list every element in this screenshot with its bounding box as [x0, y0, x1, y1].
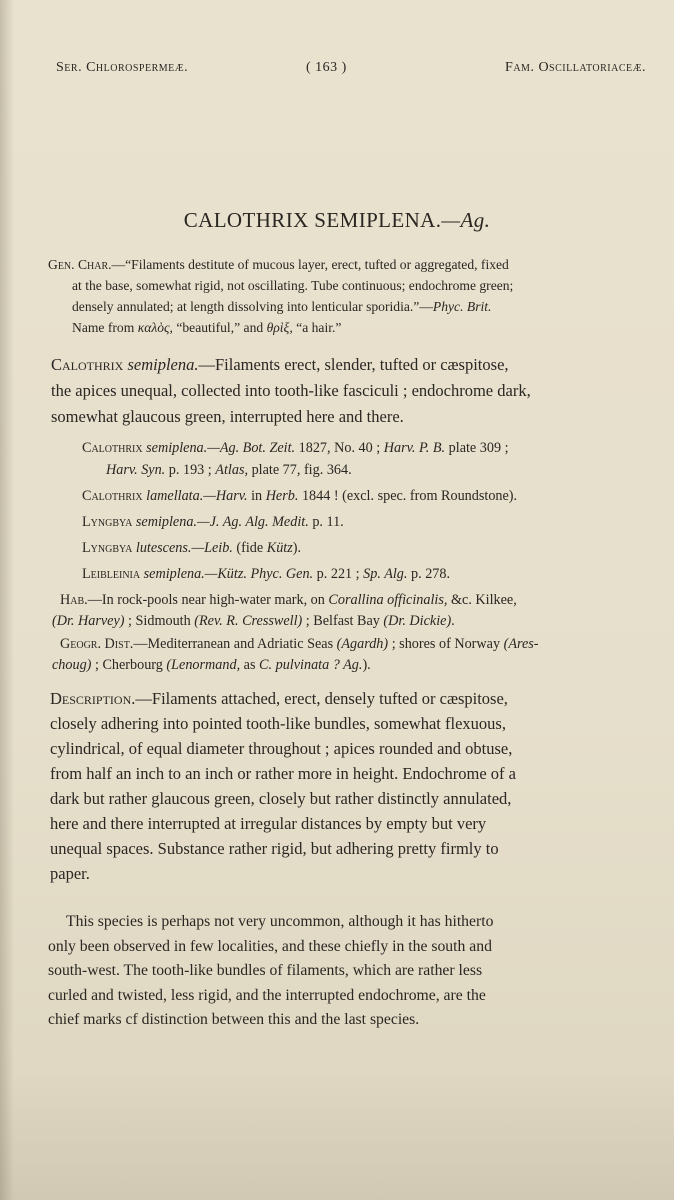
gen-char-name-from: Name from — [72, 320, 138, 335]
synonym-species: semiplena. — [135, 514, 197, 530]
synonym-ref: p. 193 ; — [165, 462, 216, 478]
synonym-genus: Calothrix — [82, 488, 143, 504]
generic-character — [48, 254, 638, 338]
geogr-label: Geogr. Dist. — [60, 636, 134, 652]
synonym-entry — [82, 540, 301, 557]
synonym-ref: —Harv. — [203, 488, 248, 504]
synonym-species: lamellata. — [146, 488, 204, 504]
gen-char-label: Gen. Char. — [48, 257, 112, 272]
synonym-ref: —Leib. — [191, 540, 233, 556]
geogr-text: ). — [362, 657, 371, 673]
page-number: ( 163 ) — [306, 60, 347, 75]
remarks-line: only been observed in few localities, and these chiefly in the south and — [48, 937, 492, 955]
geographic-distribution — [52, 634, 642, 676]
geogr-authority: (Lenormand, — [166, 657, 241, 673]
synonym-species: semiplena. — [143, 566, 205, 582]
running-head-family: Fam. Oscillatoriaceæ. — [505, 60, 646, 75]
gen-char-line-2: at the base, somewhat rigid, not oscillating. Tube continuous; endochrome green; — [72, 278, 514, 293]
remarks-line: chief marks cf distinction between this and the last species. — [48, 1011, 420, 1028]
gen-char-source: Phyc. Brit. — [432, 299, 492, 314]
lead-line-1: —Filaments erect, slender, tufted or cæspitose, — [198, 355, 509, 374]
page-shading — [0, 1070, 674, 1200]
remarks-line: south-west. The tooth-like bundles of filaments, which are rather less — [48, 962, 483, 979]
geogr-text: ; Cherbourg — [91, 657, 167, 673]
hab-text: —In rock-pools near high-water mark, on — [87, 592, 329, 608]
hab-collector: (Dr. Harvey) — [52, 613, 125, 629]
synonym-entry — [82, 514, 344, 531]
binding-shadow — [0, 0, 14, 1200]
synonym-ref: 1827, No. 40 ; — [295, 440, 384, 456]
description-line: closely adhering into pointed tooth-like bundles, somewhat flexuous, — [50, 714, 506, 733]
description-line: cylindrical, of equal diameter throughout ; apices rounded and obtuse, — [50, 739, 513, 758]
synonym-ref: plate 77, fig. 364. — [248, 462, 352, 478]
title-species: CALOTHRIX SEMIPLENA. — [183, 208, 442, 232]
hab-collector: (Dr. Dickie) — [383, 613, 452, 629]
hab-text: &c. Kilkee, — [447, 592, 517, 608]
lead-line-3: somewhat glaucous green, interrupted here and there. — [51, 407, 404, 426]
synonym-ref: Sp. Alg. — [363, 566, 408, 582]
geogr-text: as — [240, 657, 260, 673]
description — [50, 686, 644, 886]
hab-collector: (Rev. R. Cresswell) — [194, 613, 303, 629]
hab-text: ; Sidmouth — [124, 613, 195, 629]
synonym-genus: Calothrix — [82, 440, 143, 456]
hab-text: ; Belfast Bay — [302, 613, 384, 629]
title-authority: —Ag. — [441, 208, 491, 232]
page-title — [0, 208, 674, 233]
synonym-ref: ). — [292, 540, 302, 556]
description-line: unequal spaces. Substance rather rigid, but adhering pretty firmly to — [50, 839, 499, 858]
synonym-genus: Lyngbya — [82, 514, 133, 530]
synonym-ref: (fide — [232, 540, 267, 556]
hab-text: . — [451, 613, 455, 629]
description-line: —Filaments attached, erect, densely tufted or cæspitose, — [135, 689, 508, 708]
synonym-ref: Kütz — [266, 540, 293, 556]
hab-host: Corallina officinalis, — [328, 592, 448, 608]
synonym-genus: Lyngbya — [82, 540, 133, 556]
synonym-ref: —J. Ag. Alg. Medit. — [196, 514, 309, 530]
synonym-species: lutescens. — [135, 540, 192, 556]
description-line: paper. — [50, 864, 90, 883]
remarks-paragraph — [48, 910, 642, 1033]
hab-label: Hab. — [60, 592, 88, 608]
synonym-ref: plate 309 ; — [445, 440, 509, 456]
remarks-line: curled and twisted, less rigid, and the interrupted endochrome, are the — [48, 986, 486, 1004]
synonym-ref: Herb. — [265, 488, 299, 504]
habitat — [52, 590, 642, 632]
running-head — [56, 60, 646, 82]
running-head-series: Ser. Chlorospermeæ. — [56, 60, 189, 75]
remarks-line: This species is perhaps not very uncommon, although it has hitherto — [66, 913, 494, 930]
synonym-entry — [82, 566, 450, 583]
greek-thrix: θρὶξ, — [266, 320, 293, 335]
synonym-entry — [82, 488, 517, 505]
synonym-ref: Atlas, — [215, 462, 249, 478]
geogr-authority: (Ares- — [503, 636, 539, 652]
description-line: here and there interrupted at irregular distances by empty but very — [50, 814, 487, 833]
synonym-ref: Harv. P. B. — [383, 440, 446, 456]
geogr-authority: choug) — [52, 657, 92, 673]
synonym-genus: Leibleinia — [82, 566, 141, 582]
description-line: from half an inch to an inch or rather more in height. Endochrome of a — [50, 764, 516, 783]
geogr-synonym: C. pulvinata ? Ag. — [259, 657, 363, 673]
synonym-ref: p. 11. — [308, 514, 344, 530]
synonym-ref: Harv. Syn. — [106, 462, 166, 478]
synonym-ref: p. 221 ; — [313, 566, 364, 582]
species-diagnosis — [51, 352, 643, 430]
synonym-species: semiplena. — [146, 440, 208, 456]
geogr-authority: (Agardh) — [336, 636, 389, 652]
geogr-text: —Mediterranean and Adriatic Seas — [133, 636, 337, 652]
gen-char-line-1: —“Filaments destitute of mucous layer, erect, tufted or aggregated, fixed — [111, 257, 509, 272]
lead-line-2: the apices unequal, collected into tooth-like fasciculi ; endochrome dark, — [51, 381, 531, 400]
gen-char-etym-end: “a hair.” — [292, 320, 342, 335]
lead-species: semiplena. — [127, 355, 199, 374]
greek-kalos: καλὸς, — [137, 320, 173, 335]
lead-genus: Calothrix — [51, 355, 124, 374]
synonym-continuation — [106, 462, 352, 479]
synonym-ref: —Ag. Bot. Zeit. — [207, 440, 296, 456]
synonym-ref: p. 278. — [407, 566, 451, 582]
gen-char-line-3: densely annulated; at length dissolving into lenticular sporidia.”— — [72, 299, 433, 314]
synonym-ref: in — [247, 488, 266, 504]
synonym-ref: —Kütz. Phyc. Gen. — [204, 566, 314, 582]
geogr-text: ; shores of Norway — [388, 636, 504, 652]
synonym-entry — [82, 440, 509, 457]
synonym-ref: 1844 ! (excl. spec. from Roundstone). — [298, 488, 518, 504]
description-label: Description. — [50, 689, 136, 708]
description-line: dark but rather glaucous green, closely but rather distinctly annulated, — [50, 789, 512, 808]
gen-char-etym-mid: “beautiful,” and — [172, 320, 267, 335]
